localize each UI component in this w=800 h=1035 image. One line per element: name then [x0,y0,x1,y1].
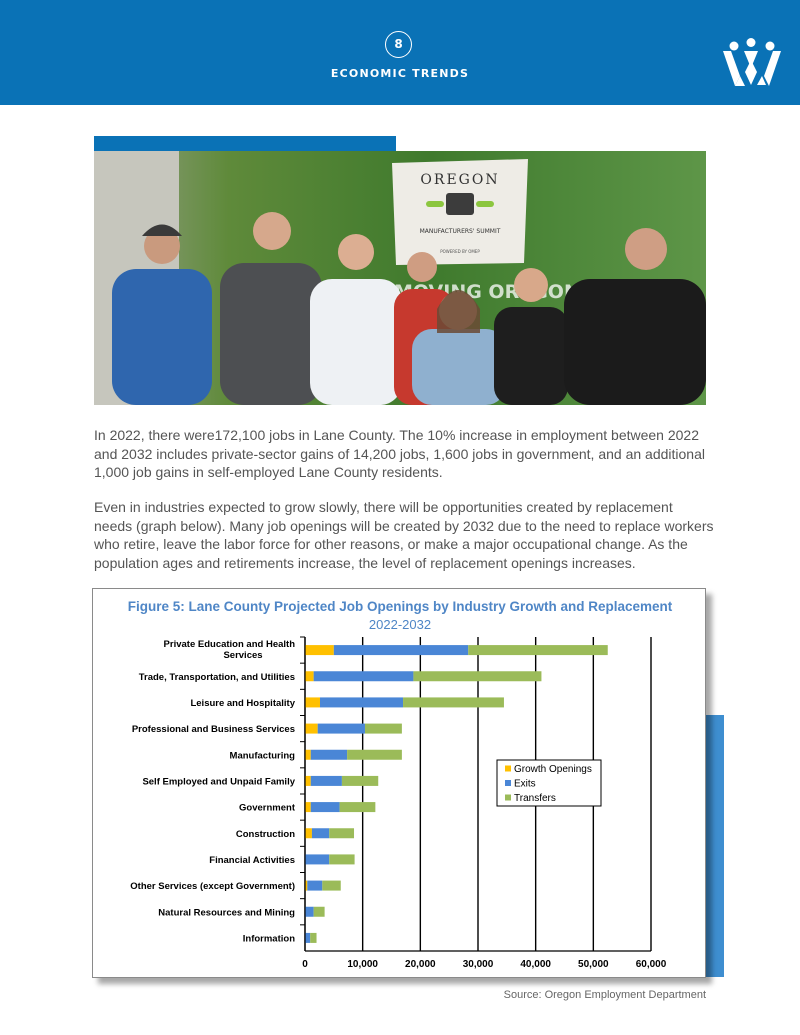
bar-segment [318,724,365,734]
bar-segment [468,645,608,655]
category-label: Professional and Business Services [131,724,295,736]
bar-segment [305,828,312,838]
category-label: Manufacturing [229,750,295,762]
source-note: Source: Oregon Employment Department [503,989,706,1001]
bar-segment [342,776,378,786]
bar-segment [403,697,504,707]
bar-segment [334,645,468,655]
legend-swatch [505,780,511,786]
bar-segment [329,854,354,864]
x-tick-label: 30,000 [462,959,494,970]
bar-segment [310,933,316,943]
bar-segment [305,802,311,812]
bar-segment [305,645,334,655]
bar-segment [347,750,402,760]
page-header [0,0,800,105]
banner-title: OREGON [420,172,500,188]
people-logo-icon [718,38,786,90]
banner-emblem [446,193,474,215]
banner-powered: POWERED BY OMEP [440,249,480,254]
x-tick-label: 40,000 [520,959,551,970]
chart-frame [92,588,706,978]
x-tick-label: 60,000 [635,959,667,970]
bar-segment [329,828,354,838]
category-label: Construction [235,828,295,840]
x-tick-label: 20,000 [405,959,436,970]
category-label: Private Education and Health Services [163,639,295,662]
accent-bar [94,136,396,152]
bar-segment [314,671,414,681]
bar-segment [305,697,320,707]
x-tick-label: 0 [302,959,308,970]
job-openings-chart [93,589,707,979]
bar-segment [413,671,541,681]
legend-label: Exits [514,778,536,790]
bar-segment [312,828,329,838]
legend-label: Transfers [514,793,556,804]
bar-segment [305,776,311,786]
category-label: Leisure and Hospitality [190,697,295,709]
category-label: Information [242,933,295,945]
category-label: Government [239,802,295,814]
category-label: Trade, Transportation, and Utilities [138,671,295,683]
bar-segment [305,933,310,943]
x-tick-label: 10,000 [347,959,378,970]
chart-title: Figure 5: Lane County Projected Job Openings by Industry Growth and Replacement [127,599,673,614]
bar-segment [311,802,340,812]
bar-segment [311,776,342,786]
chart-subtitle: 2022-2032 [368,617,432,632]
page-number: 8 [385,31,412,58]
bar-segment [322,881,340,891]
banner-subtitle: MANUFACTURERS' SUMMIT [419,228,501,235]
bar-segment [311,750,347,760]
section-title: ECONOMIC TRENDS [330,67,470,80]
paragraph-employment: In 2022, there were172,100 jobs in Lane County. The 10% increase in employment between 2022 and 2032 includes private-sector gains of 14,200 jobs, 1,600 jobs in government, and an additional 1,000 job gains in self-employed Lane County residents. [94,427,705,481]
category-label: Financial Activities [209,854,295,866]
bar-segment [305,724,318,734]
x-tick-label: 50,000 [578,959,609,970]
bar-segment [305,671,314,681]
category-label: Self Employed and Unpaid Family [142,776,295,788]
paragraph-replacement: Even in industries expected to grow slowly, there will be opportunities created by replacement needs (graph below). Many job openings will be created by 2032 due to the need to replace workers who retire, leave the labor force for other reasons, or make a major occupational change. As the population ages and retirements increase, the level of replacement openings increases. [94,499,714,571]
bar-segment [340,802,376,812]
bar-segment [314,907,325,917]
category-label: Natural Resources and Mining [158,907,295,919]
bar-segment [305,750,311,760]
bar-segment [305,907,314,917]
category-label: Other Services (except Government) [130,881,295,893]
side-accent-bar [706,715,724,977]
team-photo [94,151,706,405]
bar-segment [365,724,402,734]
legend-label: Growth Openings [514,764,592,775]
legend-swatch [505,766,511,772]
legend-swatch [505,795,511,801]
bar-segment [320,697,403,707]
bar-segment [305,854,329,864]
bar-segment [307,881,322,891]
